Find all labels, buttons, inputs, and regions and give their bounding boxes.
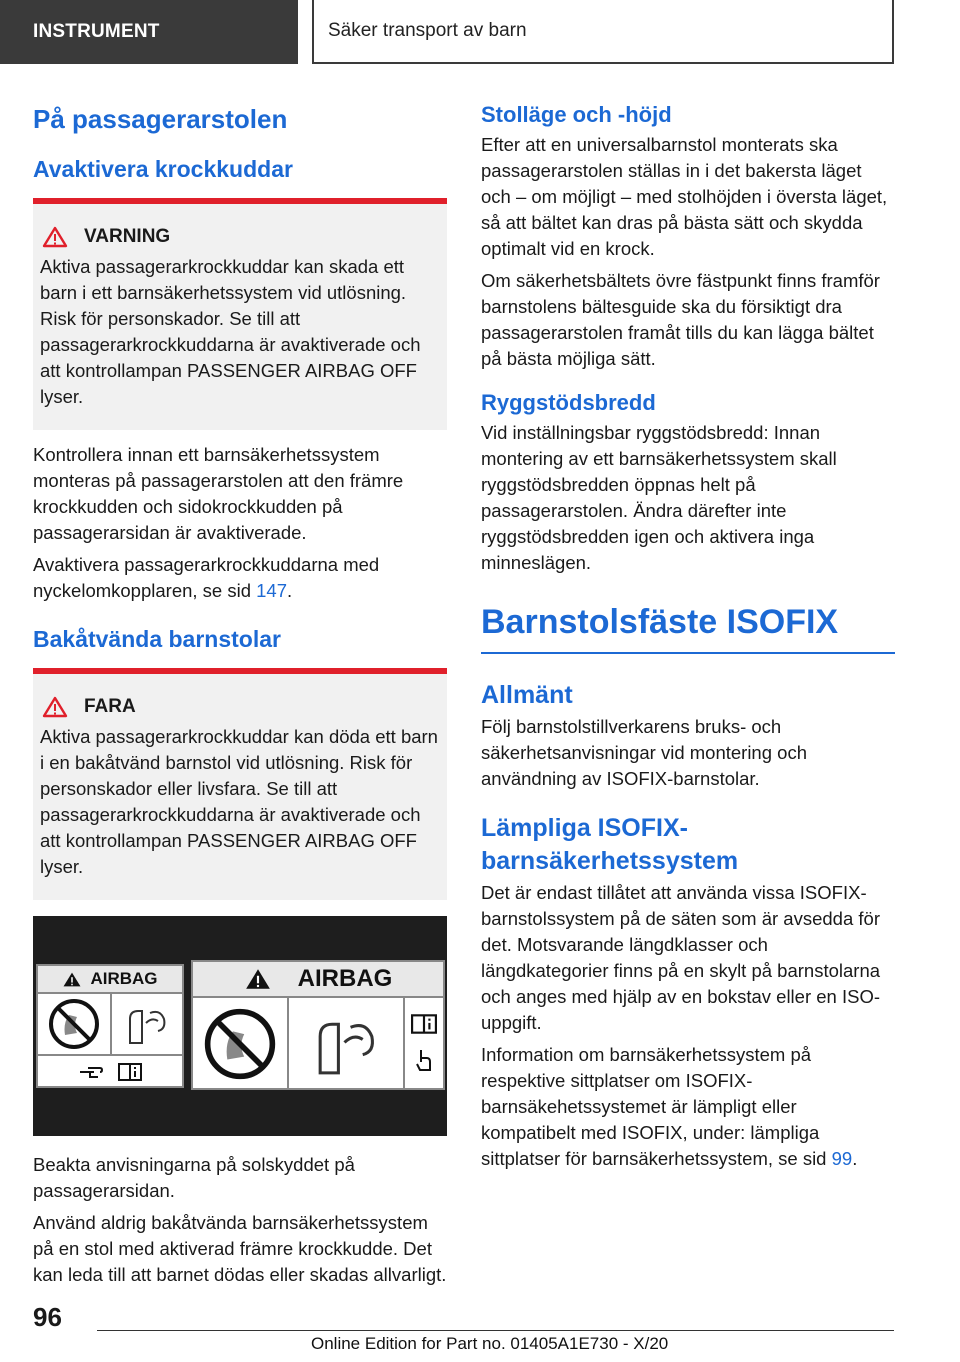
paragraph-kontrollera: Kontrollera innan ett barnsäkerhetssystem monteras på passagerarstolen att den främre krockkudden och sidokrockkudden på passagerarsidan är avaktiverade.: [33, 444, 404, 543]
page-link-99[interactable]: 99: [831, 1148, 853, 1169]
airbag-sign-large-info: [405, 998, 443, 1090]
paragraph-beakta: Beakta anvisningarna på solskyddet på passagerarsidan.: [33, 1154, 355, 1201]
left-column: [33, 100, 447, 1288]
header-section-tab: [0, 0, 298, 64]
airbag-sign-large: [191, 960, 445, 1090]
manual-info-icon: [118, 1063, 142, 1081]
header-section: INSTRUMENT: [33, 21, 160, 42]
warning-heading: [40, 226, 439, 248]
manual-info-icon: [411, 1014, 437, 1034]
header-chapter-tab: [312, 0, 894, 64]
warning-text: Aktiva passagerarkrockkuddar kan skada ett barn i ett barnsäkerhetssystem vid utlösning. Risk för personskador. Se till att passagerarkrockkuddarna är avaktiverade och att kontrollampan PASSENGER AIRBAG OFF lyser.: [40, 256, 421, 407]
warning-triangle-icon: [42, 226, 68, 248]
airbag-deploy-icon: [289, 998, 405, 1090]
warning-box: [33, 204, 447, 430]
paragraph-stollage-1: Efter att en universalbarnstol monterats ska passagerarstolen ställas in i det bakersta läget och – om möjligt – med stolhöjden i översta läget, så att bältet kan dras på bästa sätt och skydda optimalt vid en krock.: [481, 134, 888, 259]
paragraph-anvand-aldrig: Använd aldrig bakåtvända barnsäkerhetssystem på en stol med aktiverad främre krockkudde. Det kan leda till att barnet dödas eller skadas allvarligt.: [33, 1212, 447, 1285]
section-title: På passagerarstolen: [33, 104, 288, 134]
subsection-bakatvanda: Bakåtvända barnstolar: [33, 626, 281, 652]
pointing-hand-icon: [78, 1064, 104, 1080]
header-chapter: Säker transport av barn: [328, 20, 527, 41]
airbag-sign-small: [36, 964, 184, 1088]
danger-box: [33, 674, 447, 900]
warning-triangle-icon: [244, 967, 272, 991]
airbag-sign-small-label: AIRBAG: [90, 969, 158, 988]
danger-triangle-icon: [42, 696, 68, 718]
paragraph-allmant: Följ barnstolstillverkarens bruks- och säkerhetsanvisningar vid montering och användning av ISOFIX-barnstolar.: [481, 716, 807, 789]
paragraph-avaktivera-end: .: [287, 580, 293, 601]
warning-label: VARNING: [84, 226, 171, 247]
paragraph-lampliga-2: [481, 1042, 895, 1172]
chapter-title-isofix: Barnstolsfäste ISOFIX: [481, 603, 839, 641]
airbag-sign-large-pictograms: [193, 998, 443, 1090]
page-number: 96: [33, 1302, 62, 1332]
airbag-label-figure: [33, 916, 447, 1136]
airbag-sign-small-footer: [38, 1056, 182, 1088]
paragraph-avaktivera: [33, 552, 447, 604]
paragraph-avaktivera-text: Avaktivera passagerarkrockkuddarna med nyckelomkopplaren, se sid: [33, 554, 380, 601]
chapter-title-rule: [481, 652, 895, 654]
paragraph-ryggstodsbredd: Vid inställningsbar ryggstödsbredd: Innan montering av ett barnsäkerhetssystem skall ryggstödsbredden öppnas helt på passagerarstolen. Ändra därefter inte ryggstödsbredden igen och aktivera inga minneslägen.: [481, 422, 837, 573]
subsection-ryggstodsbredd: Ryggstödsbredd: [481, 390, 656, 415]
paragraph-lampliga-2-text: Information om barnsäkerhetssystem på respektive sittplatser om ISOFIX-barnsäkehetssystemet är lämpligt eller kompatibelt med ISOFIX, under: lämpliga sittplatser för barnsäkerhetssystem, se sid: [481, 1044, 832, 1169]
airbag-sign-small-head: [38, 966, 182, 994]
airbag-sign-small-pictograms: [38, 994, 182, 1056]
pointing-hand-icon: [414, 1048, 434, 1074]
paragraph-stollage-2: Om säkerhetsbältets övre fästpunkt finns framför barnstolens bältesguide ska du försiktigt dra passagerarstolen framåt tills du kan lägga bältet på bästa möjliga sätt.: [481, 270, 880, 369]
page-link-147[interactable]: 147: [256, 580, 288, 601]
subsection-stollage: Stolläge och -höjd: [481, 102, 672, 127]
warning-triangle-icon: [62, 971, 82, 988]
airbag-sign-large-label: AIRBAG: [297, 965, 393, 992]
danger-heading: [40, 696, 439, 718]
airbag-sign-large-head: [193, 962, 443, 998]
subsection-avaktivera: Avaktivera krockkuddar: [33, 156, 293, 182]
subsection-allmant: Allmänt: [481, 681, 573, 709]
paragraph-lampliga-2-end: .: [852, 1148, 858, 1169]
footer-edition: Online Edition for Part no. 01405A1E730 - X/20: [311, 1334, 669, 1353]
danger-text: Aktiva passagerarkrockkuddar kan döda ett barn i en bakåtvänd barnstol vid utlösning. Risk för personskador eller livsfara. Se till att passagerarkrockkuddarna är avaktiverade och att kontrollampan PASSENGER AIRBAG OFF lyser.: [40, 726, 438, 877]
no-rear-facing-seat-icon: [38, 994, 112, 1054]
right-column: [481, 100, 895, 1172]
footer-rule: [97, 1330, 894, 1331]
danger-label: FARA: [84, 696, 136, 717]
paragraph-lampliga-1: Det är endast tillåtet att använda vissa ISOFIX-barnstolssystem på de säten som är avsedda för det. Motsvarande längdklasser och längdkategorier finns på en skylt på barnstolarna och anges med hjälp av en bokstav eller en ISO-uppgift.: [481, 882, 881, 1033]
subsection-lampliga: Lämpliga ISOFIX-barnsäkerhetssystem: [481, 814, 739, 875]
airbag-deploy-icon: [112, 994, 182, 1054]
no-rear-facing-seat-icon: [193, 998, 289, 1090]
